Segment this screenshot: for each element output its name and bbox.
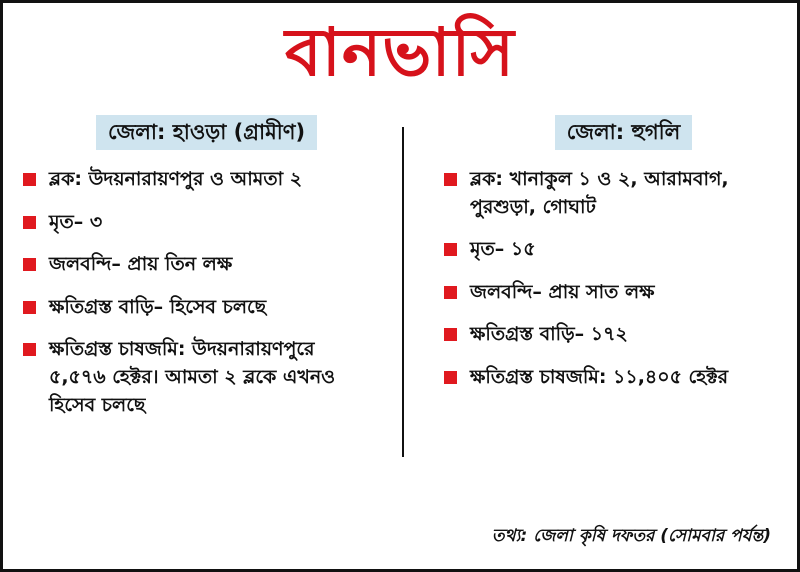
square-bullet-icon [23, 173, 36, 186]
list-item-text: ক্ষতিগ্রস্ত চাষজমি: ১১,৪০৫ হেক্টর [470, 365, 729, 388]
square-bullet-icon [23, 343, 36, 356]
bullet-list-hooghly [442, 166, 779, 391]
list-item-text: জলবন্দি– প্রায় তিন লক্ষ [49, 253, 233, 276]
list-item-text: মৃত– ১৫ [470, 238, 536, 261]
column-heading-hooghly [468, 115, 779, 150]
list-item-text: ক্ষতিগ্রস্ত চাষজমি: উদয়নারায়ণপুরে ৫,৫৭৬ হেক্টর। আমতা ২ ব্লকে এখনও হিসেব চলছে [49, 338, 336, 416]
list-item [21, 209, 374, 237]
column-howrah [21, 109, 400, 489]
list-item [21, 294, 374, 322]
page-title: বানভাসি [284, 14, 516, 91]
list-item [442, 236, 779, 264]
column-hooghly [400, 109, 779, 489]
bullet-list-howrah [21, 166, 374, 419]
square-bullet-icon [23, 301, 36, 314]
list-item [442, 166, 779, 221]
columns-container [3, 109, 797, 489]
column-heading-label: জেলা: হুগলি [555, 115, 693, 150]
list-item-text: ব্লক: উদয়নারায়ণপুর ও আমতা ২ [49, 168, 303, 191]
list-item [442, 321, 779, 349]
source-note: তথ্য: জেলা কৃষি দফতর (সোমবার পর্যন্ত) [491, 526, 771, 546]
list-item [21, 251, 374, 279]
column-heading-label: জেলা: হাওড়া (গ্রামীণ) [96, 115, 317, 150]
list-item [442, 279, 779, 307]
square-bullet-icon [444, 173, 457, 186]
square-bullet-icon [444, 243, 457, 256]
list-item-text: ব্লক: খানাকুল ১ ও ২, আরামবাগ, পুরশুড়া, গোঘাট [470, 168, 729, 218]
list-item [442, 364, 779, 392]
list-item-text: ক্ষতিগ্রস্ত বাড়ি– হিসেব চলছে [49, 295, 267, 318]
square-bullet-icon [444, 286, 457, 299]
column-heading-howrah [39, 115, 374, 150]
vertical-divider [402, 127, 404, 457]
list-item-text: জলবন্দি– প্রায় সাত লক্ষ [470, 280, 655, 303]
square-bullet-icon [23, 258, 36, 271]
square-bullet-icon [444, 328, 457, 341]
list-item [21, 336, 374, 419]
list-item-text: মৃত– ৩ [49, 210, 103, 233]
square-bullet-icon [444, 371, 457, 384]
square-bullet-icon [23, 216, 36, 229]
list-item-text: ক্ষতিগ্রস্ত বাড়ি– ১৭২ [470, 323, 628, 346]
list-item [21, 166, 374, 194]
